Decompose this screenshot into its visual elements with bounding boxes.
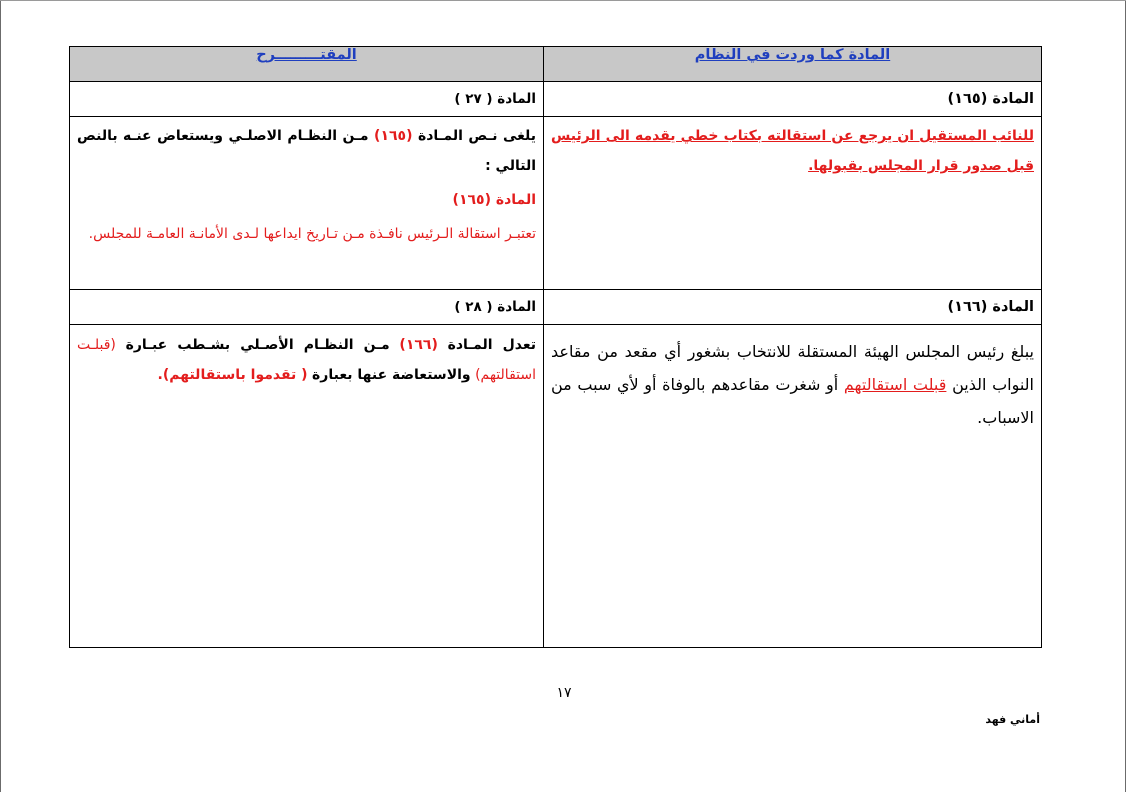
original-text-underlined: للنائب المستقيل ان يرجع عن استقالته بكتاب خطي يقدمه الى الرئيس قبل صدور قرار المجلس بقبولها. [551, 128, 1034, 174]
proposal-intro: يلغى نـص المـادة (١٦٥) مـن النظـام الاصلـي ويستعاض عنـه بالنص التالي : [77, 128, 536, 174]
proposal-text: تعدل المـادة (١٦٦) مـن النظـام الأصـلي بشـطب عبـارة (قبلـت استقالتهم) والاستعاضة عنها بعبارة ( تقدموا باستقالتهم). [70, 325, 544, 648]
article-row-166 [70, 290, 1042, 325]
author-name: أماني فهد [985, 713, 1040, 726]
proposal-article-heading: المادة ( ٢٧ ) [70, 82, 544, 117]
header-proposal: المقتـــــــــرح [70, 47, 544, 82]
new-article-heading: المادة (١٦٥) [452, 192, 536, 208]
proposal-text [70, 117, 544, 290]
page-number: ١٧ [556, 685, 572, 701]
article-row-165 [70, 82, 1042, 117]
page-border-left [0, 0, 1, 792]
header-row [70, 47, 1042, 82]
referenced-article-number: (١٦٦) [399, 337, 438, 353]
comparison-table [69, 46, 1042, 648]
original-article-heading: المادة (١٦٦) [544, 290, 1042, 325]
new-article-text: تعتبـر استقالة الـرئيس نافـذة مـن تـاريخ ايداعها لـدى الأمانـة العامـة للمجلس. [88, 226, 536, 242]
underlined-phrase: قبلت استقالتهم [843, 375, 947, 394]
replacement-phrase: ( تقدموا باستقالتهم). [157, 367, 308, 383]
page-border-top [0, 0, 1126, 1]
original-article-text [544, 117, 1042, 290]
referenced-article-number: (١٦٥) [374, 128, 413, 144]
deleted-phrase: (قبلـت استقالتهم) [77, 337, 536, 383]
text-row-166 [70, 325, 1042, 648]
original-article-text: يبلغ رئيس المجلس الهيئة المستقلة للانتخاب بشغور أي مقعد من مقاعد النواب الذين قبلت استقالتهم أو شغرت مقاعدهم بالوفاة أو لأي سبب من الاسباب. [544, 325, 1042, 648]
proposal-article-heading: المادة ( ٢٨ ) [70, 290, 544, 325]
text-row-165 [70, 117, 1042, 290]
original-article-heading: المادة (١٦٥) [544, 82, 1042, 117]
header-original-article: المادة كما وردت في النظام [544, 47, 1042, 82]
